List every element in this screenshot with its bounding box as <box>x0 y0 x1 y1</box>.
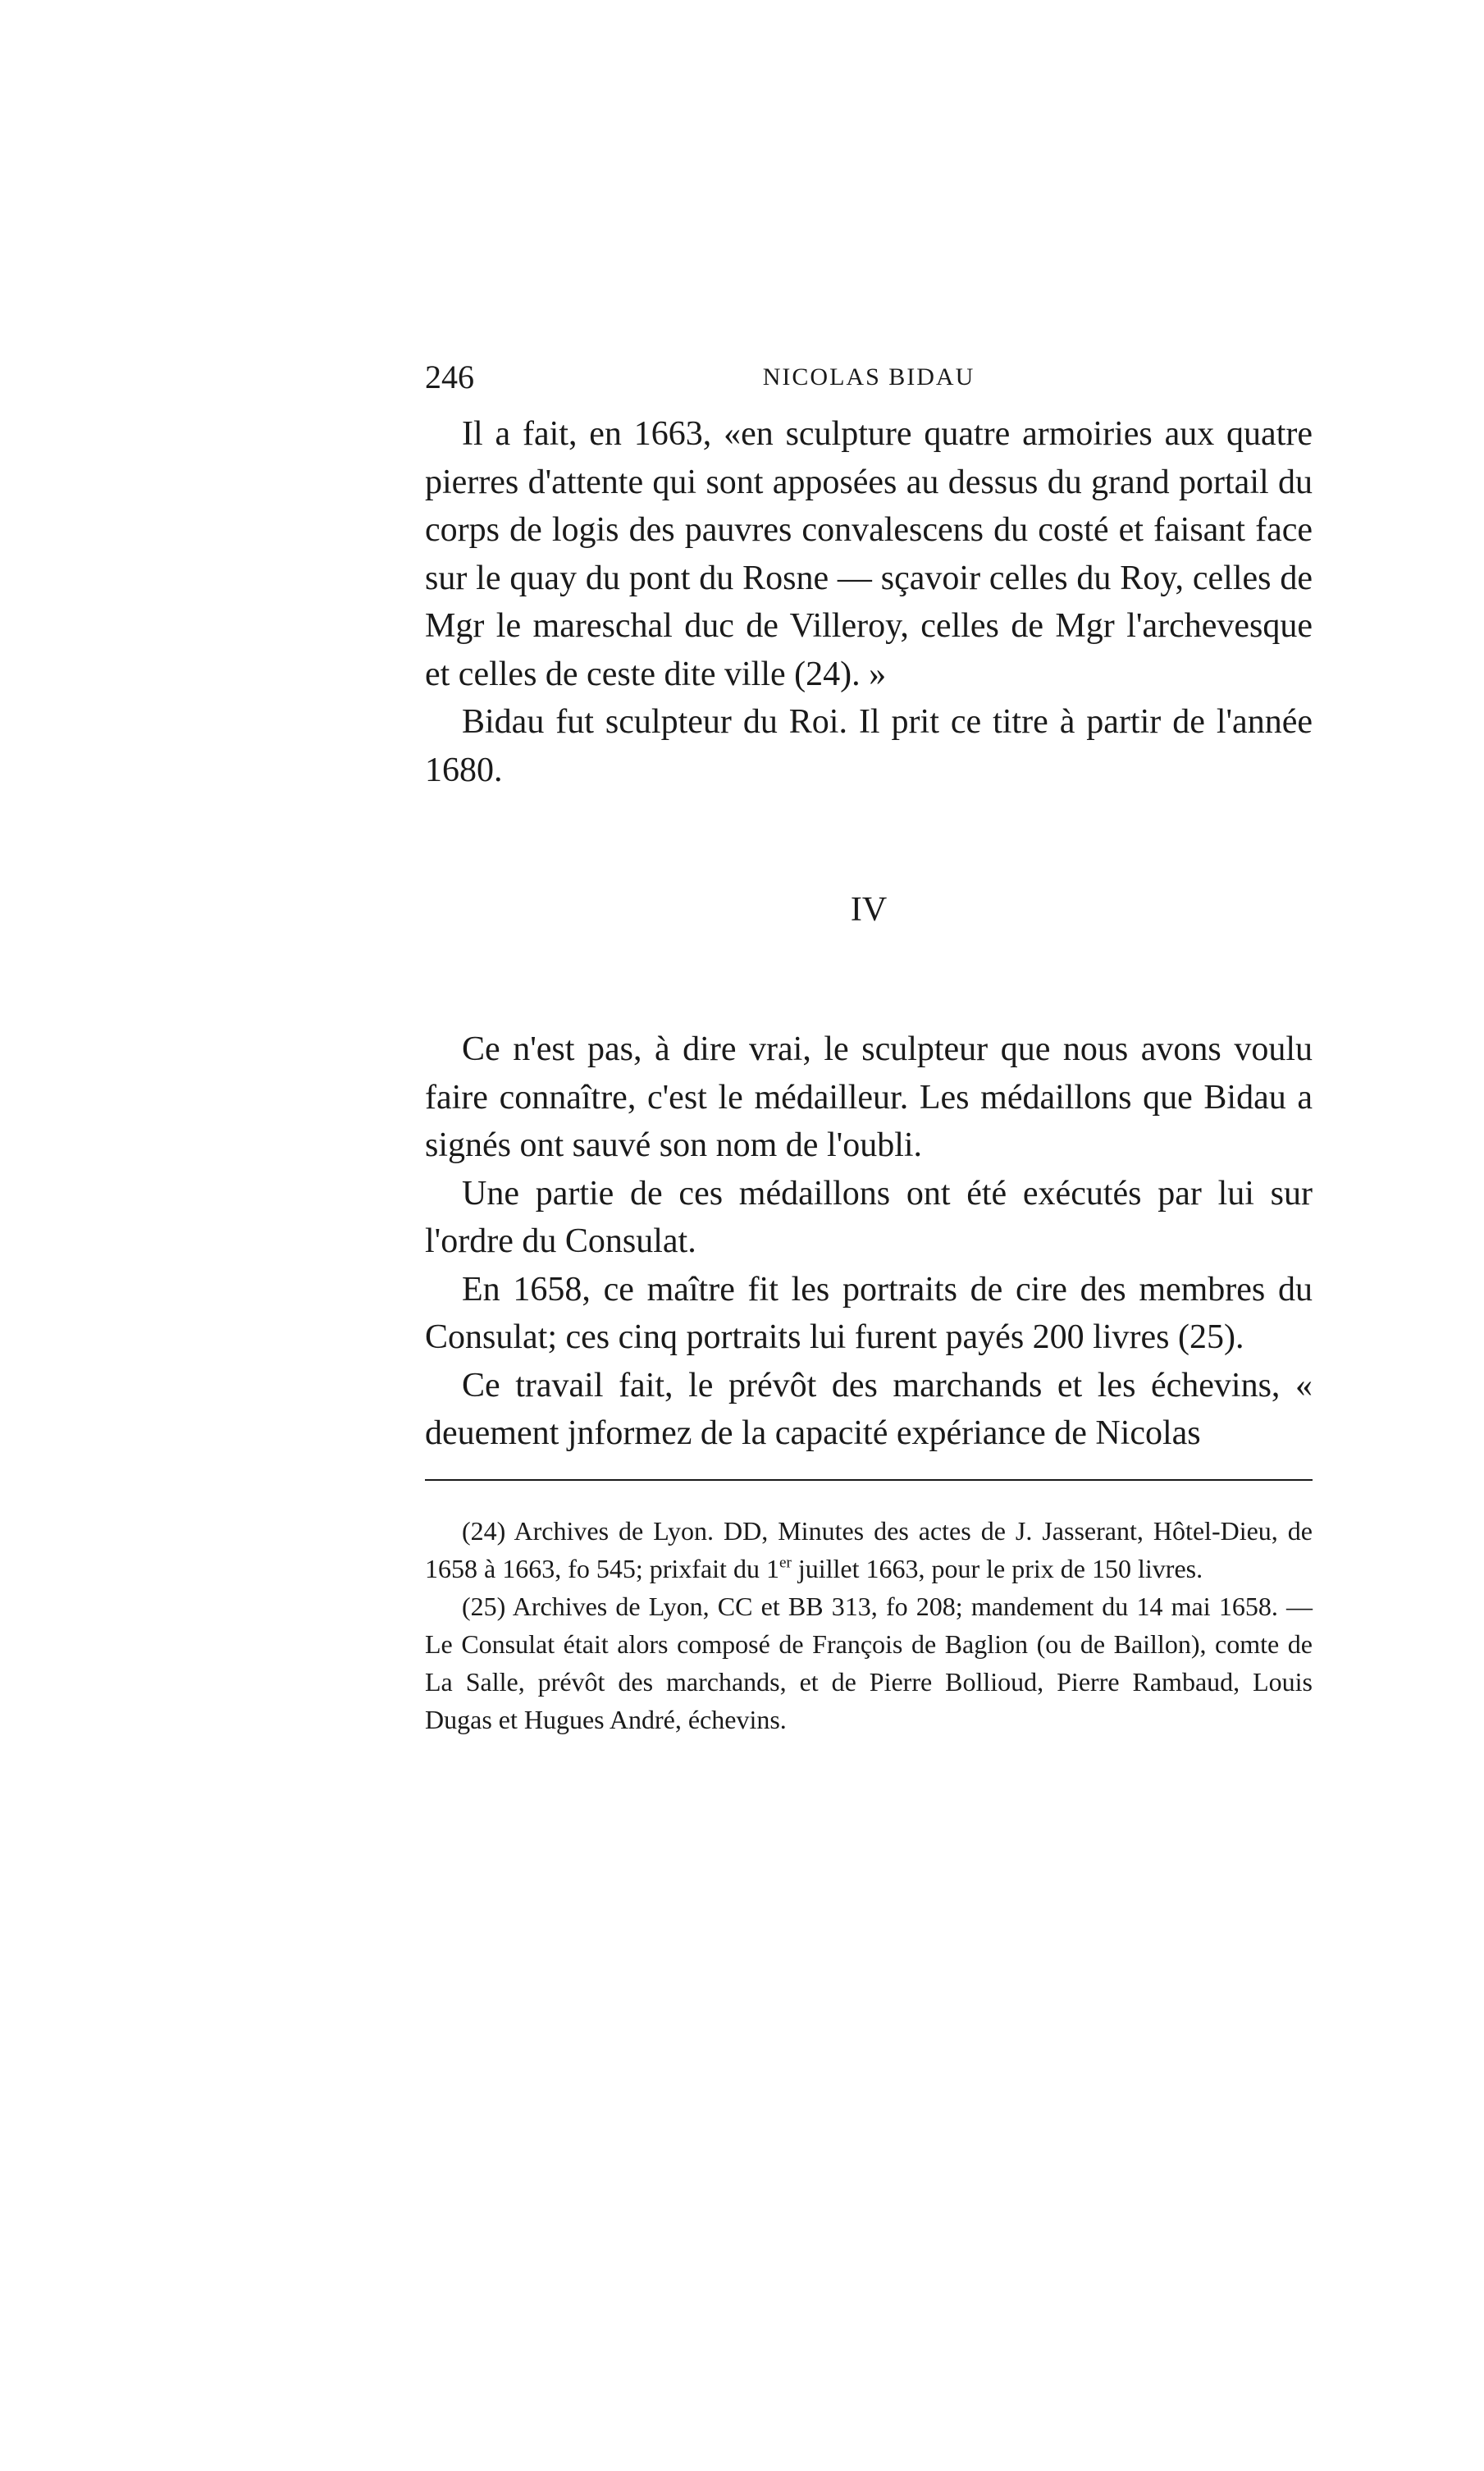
footnote-text: (25) Archives de Lyon, CC et BB 313, fo 208; mandement du 14 mai 1658. — Le Consulat était alors composé de François de Baglion (ou de Baillon), comte de La Salle, prévôt des marchands, et de Pierre Bollioud, Pierre Rambaud, Louis Dugas et Hugues André, échevins. <box>425 1591 1313 1734</box>
footnote-divider <box>425 1479 1313 1481</box>
paragraph: En 1658, ce maître fit les portraits de cire des membres du Consulat; ces cinq portraits lui furent payés 200 livres (25). <box>425 1270 1313 1356</box>
paragraph: Bidau fut sculpteur du Roi. Il prit ce titre à partir de l'année 1680. <box>425 703 1313 789</box>
footnote-text: juillet 1663, pour le prix de 150 livres. <box>791 1553 1203 1583</box>
body-text <box>425 410 1313 1458</box>
footnotes <box>425 1512 1313 1738</box>
running-head <box>425 353 1313 402</box>
footnote-24 <box>425 1512 1313 1587</box>
page-number: 246 <box>425 359 474 395</box>
section-heading: IV <box>850 891 888 929</box>
paragraph: Ce n'est pas, à dire vrai, le sculpteur que nous avons voulu faire connaître, c'est le médailleur. Les médaillons que Bidau a signés ont sauvé son nom de l'oubli. <box>425 1030 1313 1164</box>
superscript: er <box>779 1554 792 1572</box>
paragraph: Ce travail fait, le prévôt des marchands et les échevins, « deuement jnformez de la capacité expériance de Nicolas <box>425 1366 1313 1452</box>
running-title: NICOLAS BIDAU <box>762 363 975 391</box>
paragraph: Il a fait, en 1663, «en sculpture quatre armoiries aux quatre pierres d'attente qui sont apposées au dessus du grand portail du corps de logis des pauvres convalescens du costé et faisant face sur le quay du pont du Rosne — sçavoir celles du Roy, celles de Mgr le mareschal duc de Villeroy, celles de Mgr l'archevesque et celles de ceste dite ville (24). » <box>425 415 1313 693</box>
book-page <box>425 353 1313 1738</box>
footnote-25 <box>425 1587 1313 1738</box>
footnote-text: (24) Archives de Lyon. DD, Minutes des actes de J. Jasserant, Hôtel-Dieu, de 1658 à 1663, fo 545; prixfait du 1 <box>425 1515 1313 1583</box>
paragraph: Une partie de ces médaillons ont été exécutés par lui sur l'ordre du Consulat. <box>425 1174 1313 1260</box>
